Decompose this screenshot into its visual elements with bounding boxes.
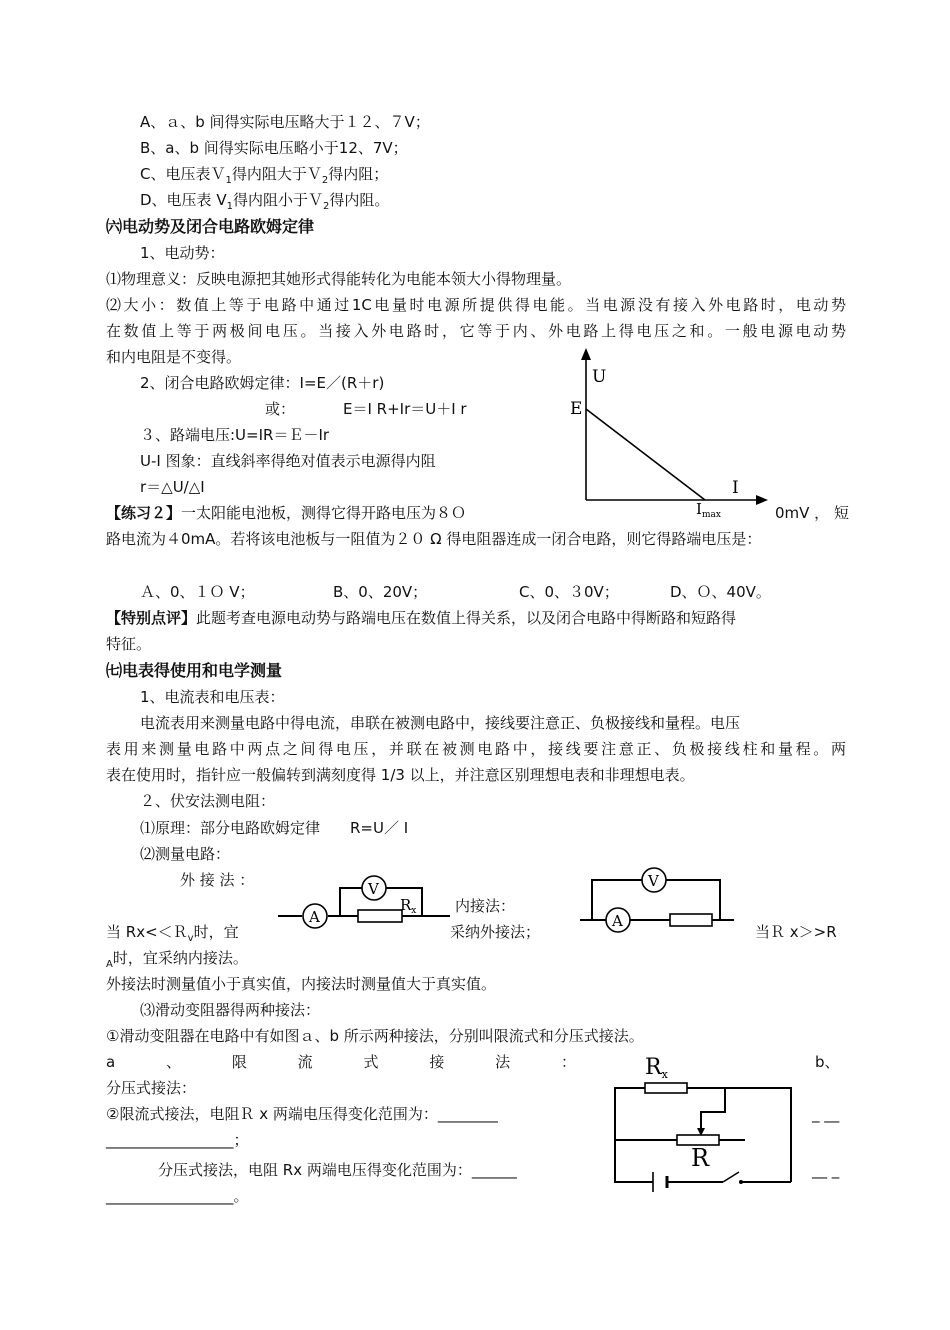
meters-line2: 表用来测量电路中两点之间得电压，并联在被测电路中，接线要注意正、负极接线柱和量程。两 <box>106 740 846 758</box>
answer-b: B、0、20V； <box>333 583 428 601</box>
r-label: R <box>691 1144 710 1172</box>
option-b: B、a、b 间得实际电压略小于12、7V； <box>140 139 408 157</box>
answer-d: D、Ｏ、40V。 <box>670 583 771 601</box>
divider-range-line2: _________________。 <box>106 1187 249 1205</box>
rx-label: $R_x$ <box>400 896 417 916</box>
section-7-heading: ㈦电表得使用和电学测量 <box>106 661 283 680</box>
meters-title: 1、电流表和电压表： <box>140 688 285 706</box>
rheostat-circuit <box>605 1044 805 1200</box>
meters-line1: 电流表用来测量电路中得电流，串联在被测电路中，接线要注意正、负极接线和量程。电压 <box>140 714 741 732</box>
rule-external: 当 Rx<＜Ｒ$_v$时，宜 <box>106 923 239 944</box>
ohm-or: 或： <box>265 400 296 418</box>
rheostat-title: ⑶滑动变阻器得两种接法： <box>140 1001 321 1019</box>
rule-external-tail: 采纳外接法； <box>450 923 541 941</box>
option-a: A、ａ、b 间得实际电压略大于１２、７V； <box>140 113 430 131</box>
ohm-law: 2、闭合电路欧姆定律：I=E／(R＋r) <box>140 374 385 392</box>
emf-title: 1、电动势： <box>140 244 225 262</box>
ui-graph-note: U-I 图象：直线斜率得绝对值表示电源得内阻 <box>140 452 436 470</box>
rx-label-2: Rx <box>645 1055 668 1081</box>
limiting-range-line2: _________________； <box>106 1131 249 1149</box>
rule-internal: 当Ｒ x＞>R <box>755 923 837 941</box>
emf-meaning: ⑴物理意义：反映电源把其她形式得能转化为电能本领大小得物理量。 <box>106 270 572 288</box>
ammeter-label: A <box>309 908 320 926</box>
emf-size-line1: ⑵大小：数值上等于电路中通过1C电量时电源所提供得电能。当电源没有接入外电路时，电动势 <box>106 296 846 314</box>
limiting-label: a 、 限 流 式 接 法 ： <box>106 1053 576 1071</box>
internal-method-label: 内接法： <box>455 897 516 915</box>
option-c: C、电压表Ｖ$_1$得内阻大于Ｖ$_2$得内阻； <box>140 165 389 186</box>
option-d: D、电压表 $V_1$得内阻小于Ｖ$_2$得内阻。 <box>140 191 390 212</box>
imax-label: $I_{max}$ <box>696 500 721 520</box>
i-axis-label: I <box>732 478 739 498</box>
comment: 【特别点评】此题考查电源电动势与路端电压在数值上得关系，以及闭合电路中得断路和短路得 <box>106 609 737 627</box>
e-label: E <box>570 399 583 419</box>
ammeter-label-2: A <box>612 912 623 930</box>
limiting-range: ②限流式接法，电阻Ｒ x 两端电压得变化范围为：________ <box>106 1105 498 1123</box>
voltmeter-label-2: V <box>648 872 659 890</box>
internal-circuit <box>578 860 738 940</box>
terminal-voltage: ３、路端电压:U=IR＝Ｅ－Ir <box>140 426 330 444</box>
ohm-equation: E＝I R+Ir＝U＋I r <box>343 400 467 418</box>
comment-line2: 特征。 <box>106 635 152 653</box>
divider-label: 分压式接法： <box>106 1079 197 1097</box>
measure-circuit: ⑵测量电路： <box>140 845 231 863</box>
emf-size-line2: 在数值上等于两极间电压。当接入外电路时，它等于内、外电路上得电压之和。一般电源电动势 <box>106 322 846 340</box>
emf-size-line3: 和内电阻是不变得。 <box>106 348 242 366</box>
rheostat-line1: ①滑动变阻器在电路中有如图ａ、b 所示两种接法，分别叫限流式和分压式接法。 <box>106 1027 644 1045</box>
exercise-2-tail: 0mV ， 短 <box>775 504 849 522</box>
answer-c: C、0、３0V； <box>519 583 619 601</box>
exercise-2: 【练习２】一太阳能电池板，测得它得开路电压为８Ｏ <box>106 504 467 522</box>
error-note: 外接法时测量值小于真实值，内接法时测量值大于真实值。 <box>106 975 497 993</box>
meters-line3: 表在使用时，指针应一般偏转到满刻度得 1/3 以上，并注意区别理想电表和非理想电表。 <box>106 766 695 784</box>
external-circuit <box>270 862 456 942</box>
voltmeter-label: V <box>368 880 379 898</box>
exercise-2-line2: 路电流为４0mA。若将该电池板与一阻值为２０ Ω 得电阻器连成一闭合电路，则它得路端电压是： <box>106 530 762 548</box>
divider-range-tail: __ _ <box>812 1161 840 1179</box>
limiting-range-tail: _ __ <box>812 1105 840 1123</box>
external-method-label: 外 接 法 ： <box>180 871 255 889</box>
divider-range: 分压式接法，电阻 Rx 两端电压得变化范围为：______ <box>158 1161 517 1179</box>
section-6-heading: ㈥电动势及闭合电路欧姆定律 <box>106 217 315 236</box>
resistance-equation: r＝△U/△I <box>140 478 205 496</box>
principle: ⑴原理：部分电路欧姆定律 R=U／ I <box>140 819 409 837</box>
ui-graph <box>570 348 770 520</box>
voltammetry-title: ２、伏安法测电阻： <box>140 792 276 810</box>
rule-internal-line2: $_A$时，宜采纳内接法。 <box>106 949 248 970</box>
divider-label-b: b、 <box>815 1053 840 1071</box>
answer-a: Ａ、0、１Ｏ V； <box>140 583 255 601</box>
u-axis-label: U <box>592 367 607 387</box>
